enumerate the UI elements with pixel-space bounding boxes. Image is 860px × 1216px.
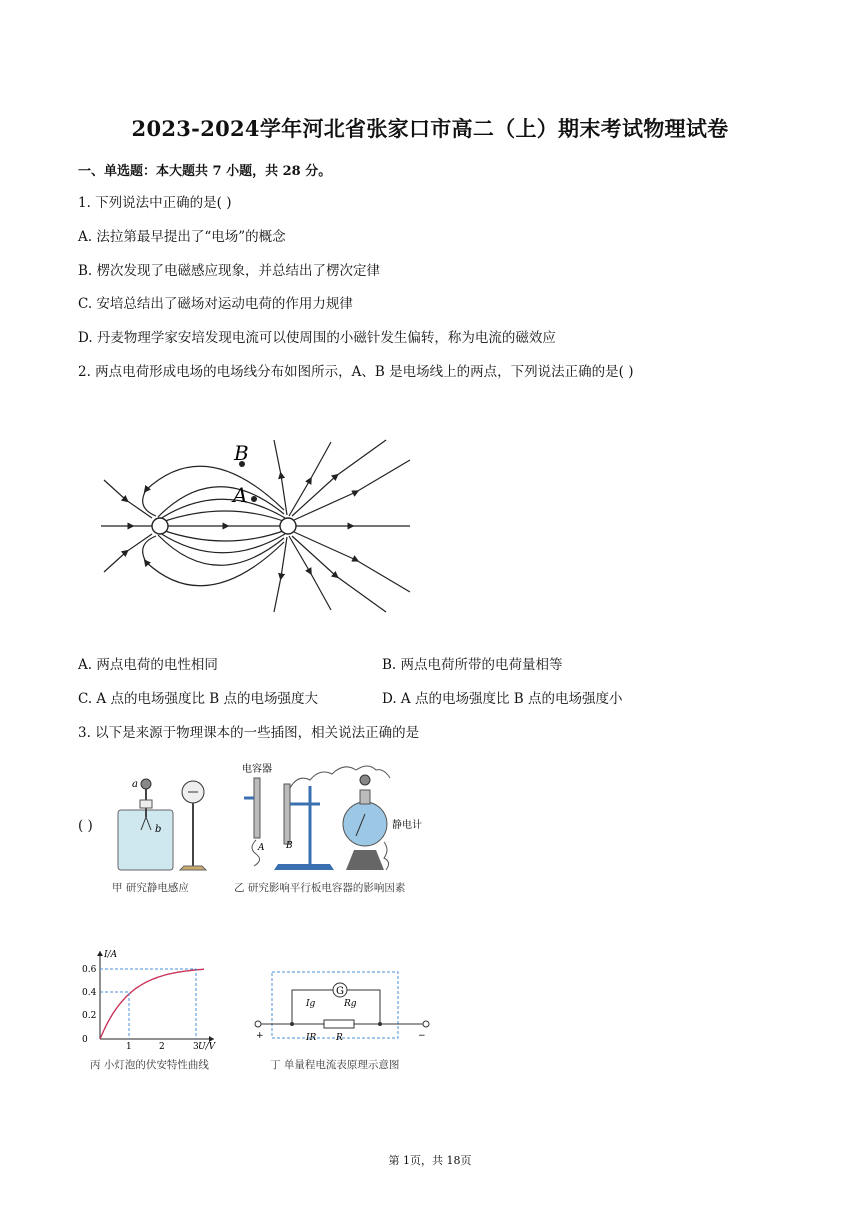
- bing-xtick: 2: [159, 1042, 165, 1051]
- section-heading: 一、单选题：本大题共 7 小题，共 28 分。: [78, 164, 332, 179]
- q1-option-d: D. 丹麦物理学家安培发现电流可以使周围的小磁针发生偏转，称为电流的磁效应: [78, 330, 556, 346]
- point-a-label: A: [233, 483, 248, 507]
- yi-capacitor-label: 电容器: [242, 764, 272, 775]
- bing-ytick: 0.2: [82, 1011, 97, 1021]
- q2-option-a: A. 两点电荷的电性相同: [78, 657, 218, 673]
- bing-ylabel: I/A: [104, 950, 118, 960]
- fig-ding-ammeter: [252, 970, 432, 1044]
- q3-stem: 3. 以下是来源于物理课本的一些插图，相关说法正确的是: [78, 725, 420, 741]
- ding-r: R: [336, 1033, 343, 1043]
- field-lines-figure: [96, 430, 416, 620]
- fig-bing-caption: 丙 小灯泡的伏安特性曲线: [90, 1059, 209, 1071]
- bing-ytick: 0: [82, 1035, 88, 1045]
- q1-option-c: C. 安培总结出了磁场对运动电荷的作用力规律: [78, 296, 353, 312]
- q1-stem: 1. 下列说法中正确的是( ): [78, 195, 232, 211]
- fig-ding-caption: 丁 单量程电流表原理示意图: [270, 1059, 400, 1071]
- yi-plate-a: A: [258, 843, 265, 853]
- ding-plus: +: [256, 1031, 264, 1041]
- bing-ytick: 0.4: [82, 988, 97, 998]
- fig-jia-electrostatic-induction: [112, 772, 222, 877]
- fig-yi-caption: 乙 研究影响平行板电容器的影响因素: [234, 882, 406, 894]
- page-title: 2023-2024学年河北省张家口市高二（上）期末考试物理试卷: [131, 116, 729, 141]
- q1-option-b: B. 楞次发现了电磁感应现象，并总结出了楞次定律: [78, 263, 381, 279]
- bing-ytick: 0.6: [82, 965, 97, 975]
- q2-option-d: D. A 点的电场强度比 B 点的电场强度小: [382, 691, 623, 707]
- q3-paren: ( ): [78, 818, 93, 834]
- fig-jia-caption: 甲 研究静电感应: [112, 882, 189, 894]
- q2-stem: 2. 两点电荷形成电场的电场线分布如图所示，A、B 是电场线上的两点，下列说法正确的是( ): [78, 364, 634, 380]
- yi-electrometer-label: 静电计: [392, 820, 422, 831]
- q2-option-b: B. 两点电荷所带的电荷量相等: [382, 657, 563, 673]
- point-b-label: B: [234, 441, 249, 465]
- ding-ig: Ig: [306, 999, 316, 1009]
- q2-option-c: C. A 点的电场强度比 B 点的电场强度大: [78, 691, 318, 707]
- bing-xlabel: U/V: [198, 1042, 216, 1051]
- ding-galvanometer: G: [336, 986, 344, 997]
- fig-yi-capacitor: [234, 758, 434, 880]
- jia-label-a: a: [132, 779, 138, 790]
- ding-rg: Rg: [344, 999, 357, 1009]
- yi-plate-b: B: [286, 841, 293, 851]
- ding-minus: −: [418, 1031, 426, 1041]
- page-footer: 第 1页，共 18页: [388, 1154, 472, 1167]
- bing-xtick: 1: [126, 1042, 132, 1051]
- ding-ir: IR: [306, 1033, 317, 1043]
- bing-xtick: 3: [193, 1042, 199, 1051]
- jia-label-b: b: [155, 824, 162, 835]
- q1-option-a: A. 法拉第最早提出了“电场”的概念: [78, 229, 286, 245]
- fig-bing-iv-curve: [82, 945, 222, 1051]
